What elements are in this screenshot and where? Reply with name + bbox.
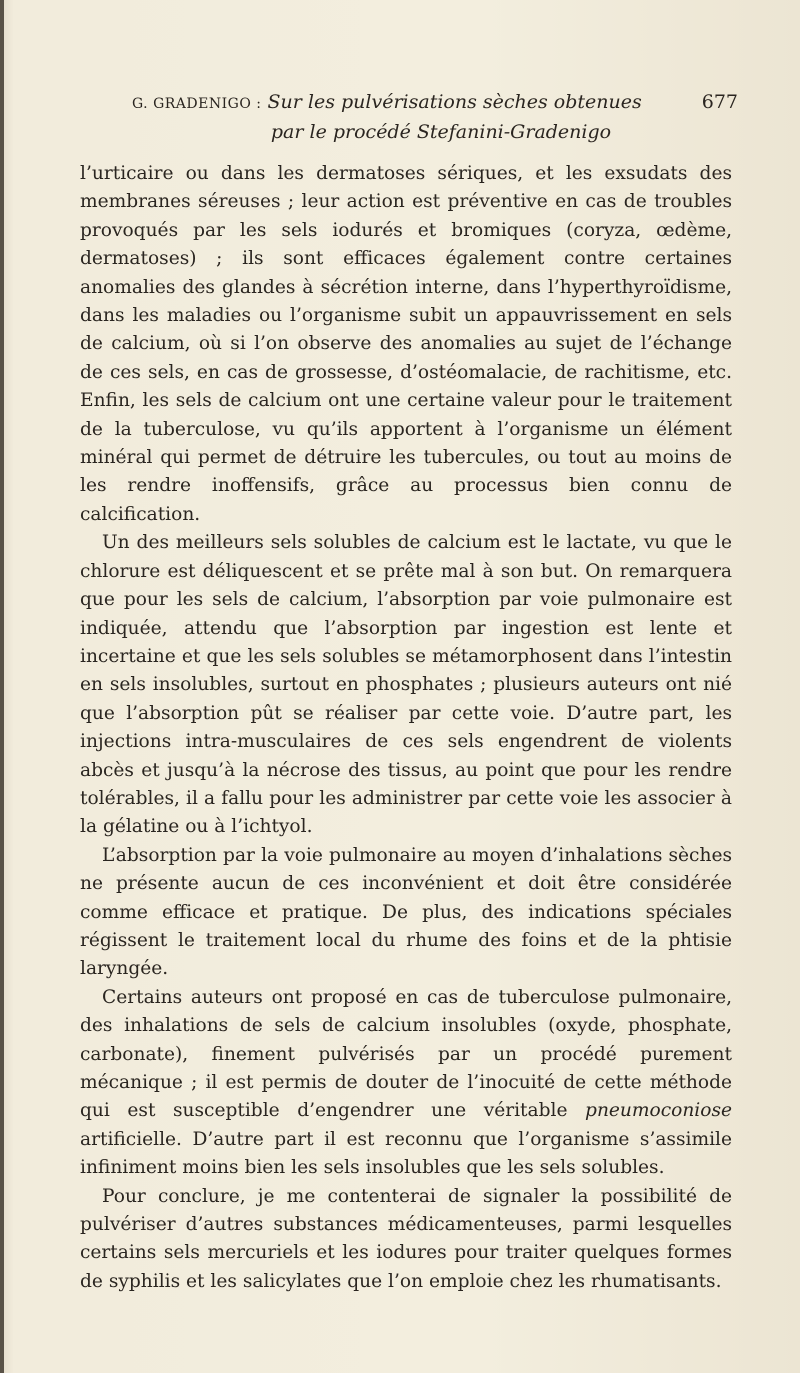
page-binding-edge: [0, 0, 4, 1373]
article-body: [80, 160, 732, 1296]
paragraph-5: Pour conclure, je me contenterai de signaler la possibilité de pulvériser d’autres substances médicamenteuses, parmi lesquelles certains sels mercuriels et les iodures pour traiter quelques formes de syphilis et les salicylates que l’on emploie chez les rhumatisants.: [80, 1185, 732, 1292]
paragraph-3: L’absorption par la voie pulmonaire au moyen d’inhalations sèches ne présente aucun de ces inconvénient et doit être considérée comme efficace et pratique. De plus, des indications spéciales régissent le traitement local du rhume des foins et de la phtisie laryngée.: [80, 844, 732, 980]
header-author: G. GRADENIGO :: [132, 96, 262, 112]
running-header: [132, 88, 738, 146]
paragraph-4: [80, 984, 732, 1183]
paragraph-4-text-a: Certains auteurs ont proposé en cas de tuberculose pulmonaire, des inhalations de sels de calcium insolubles (oxyde, phosphate, carbonate), finement pulvérisés par un procédé purement mécanique ; il est permis de douter de l’inocuité de cette méthode qui est susceptible d’engendrer une véritable: [80, 986, 732, 1122]
paragraph-2: Un des meilleurs sels solubles de calcium est le lactate, vu que le chlorure est déliquescent et se prête mal à son but. On remarquera que pour les sels de calcium, l’absorption par voie pulmonaire est indiquée, attendu que l’absorption par ingestion est lente et incertaine et que les sels solubles se métamorphosent dans l’intestin en sels insolubles, surtout en phosphates ; plusieurs auteurs ont nié que l’absorption pût se réaliser par cette voie. D’autre part, les injections intra-musculaires de ces sels engendrent de violents abcès et jusqu’à la nécrose des tissus, au point que pour les rendre tolérables, il a fallu pour les administrer par cette voie les associer à la gélatine ou à l’ichtyol.: [80, 532, 732, 838]
page-number: 677: [701, 91, 738, 113]
header-title-line2: par le procédé Stefanini-Gradenigo: [270, 121, 612, 143]
paragraph-4-text-b: artificielle. D’autre part il est reconnu que l’organisme s’assimile infiniment moins bien les sels insolubles que les sels solubles.: [80, 1128, 732, 1179]
header-title-line1: Sur les pulvérisations sèches obtenues: [267, 91, 642, 113]
paragraph-4-italic-term: pneumoconiose: [585, 1100, 732, 1122]
paragraph-1: l’urticaire ou dans les dermatoses sériques, et les exsudats des membranes séreuses ; leur action est préventive en cas de troubles provoqués par les sels iodurés et bromiques (coryza, œdème, dermatoses) ; ils sont efficaces également contre certaines anomalies des glandes à sécrétion interne, dans l’hyperthyroïdisme, dans les maladies ou l’organisme subit un appauvrissement en sels de calcium, où si l’on observe des anomalies au sujet de l’échange de ces sels, en cas de grossesse, d’ostéomalacie, de rachitisme, etc. Enfin, les sels de calcium ont une certaine valeur pour le traitement de la tuberculose, vu qu’ils apportent à l’organisme un élément minéral qui permet de détruire les tubercules, ou tout au moins de les rendre inoffensifs, grâce au processus bien connu de calcification.: [80, 163, 732, 525]
